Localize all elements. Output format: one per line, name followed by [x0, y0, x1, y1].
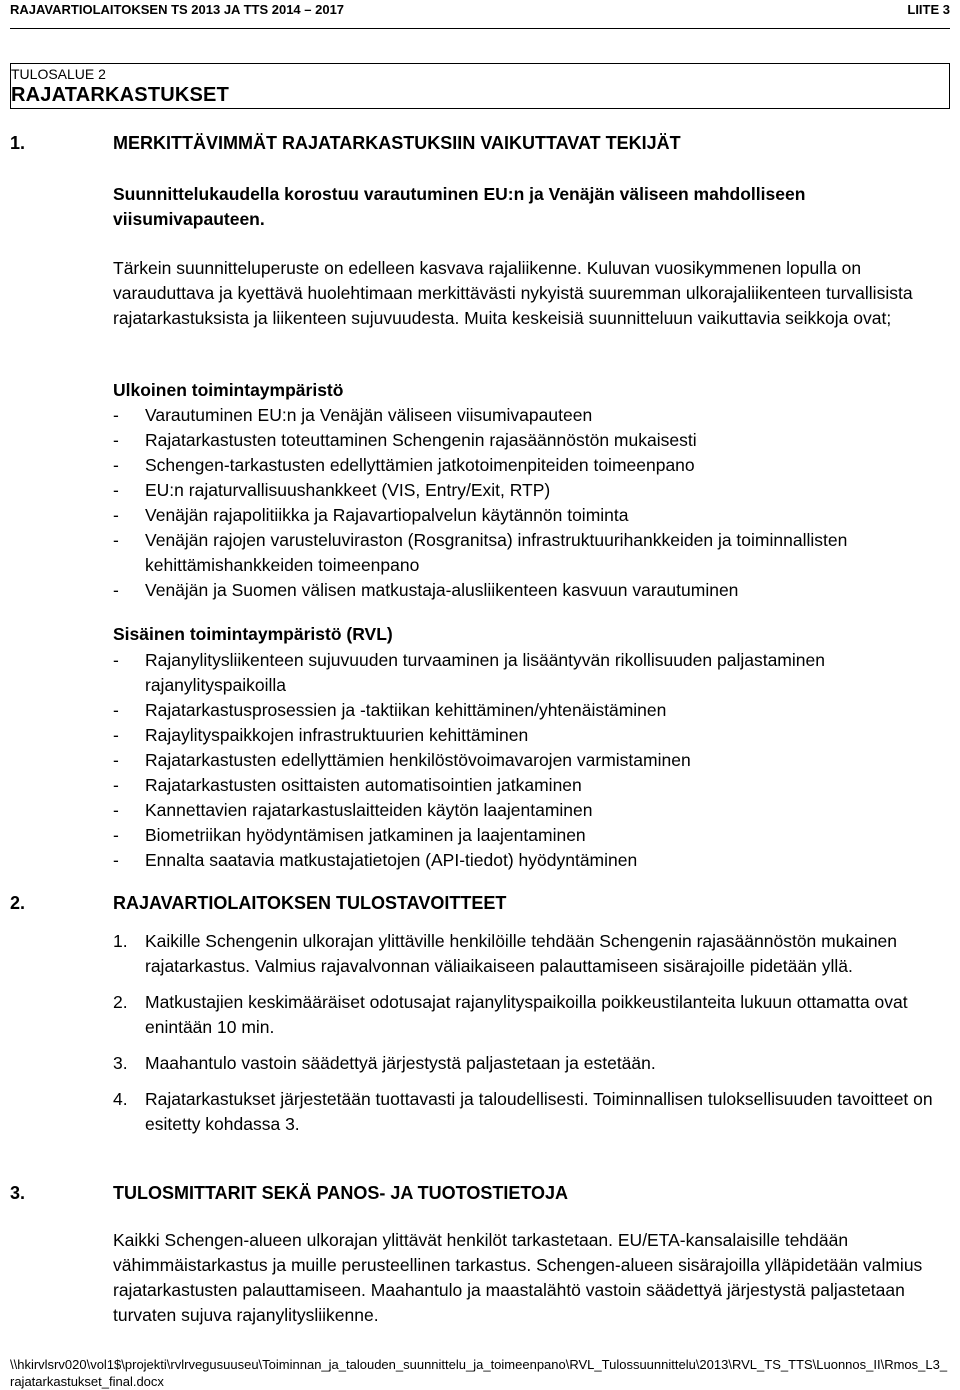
goal-item: 3. Maahantulo vastoin säädettyä järjestystä paljastetaan ja estetään.: [113, 1053, 656, 1073]
list-item: - Rajatarkastusprosessien ja -taktiikan kehittäminen/yhtenäistäminen: [113, 700, 667, 720]
section-1-title: MERKITTÄVIMMÄT RAJATARKASTUKSIIN VAIKUTTAVAT TEKIJÄT: [113, 133, 681, 153]
area-title: RAJATARKASTUKSET: [11, 84, 230, 106]
document-title: RAJAVARTIOLAITOKSEN TS 2013 JA TTS 2014 – 2017: [10, 2, 345, 17]
list-item: - Rajatarkastusten toteuttaminen Schengenin rajasäännöstön mukaisesti: [113, 430, 697, 450]
area-title-box: [10, 63, 950, 109]
list-item: - Venäjän rajojen varusteluviraston (Rosgranitsa) infrastruktuurihankkeiden ja toiminnallisten kehittämishankkeiden toimeenpano: [113, 530, 848, 575]
list-item: - Ennalta saatavia matkustajatietojen (API-tiedot) hyödyntäminen: [113, 850, 638, 870]
section-2-title: RAJAVARTIOLAITOKSEN TULOSTAVOITTEET: [113, 893, 507, 913]
list-item: - Kannettavien rajatarkastuslaitteiden käytön laajentaminen: [113, 800, 593, 820]
list-item: - Rajatarkastusten osittaisten automatisointien jatkaminen: [113, 775, 582, 795]
section-3-title: TULOSMITTARIT SEKÄ PANOS- JA TUOTOSTIETOJA: [113, 1183, 569, 1203]
list-item: - Rajatarkastusten edellyttämien henkilöstövoimavarojen varmistaminen: [113, 750, 691, 770]
appendix-label: LIITE 3: [907, 2, 950, 17]
goals-list: [113, 929, 943, 1148]
external-environment-list: [113, 403, 943, 603]
list-item: - Venäjän ja Suomen välisen matkustaja-alusliikenteen kasvuun varautuminen: [113, 580, 739, 600]
internal-environment-list: [113, 648, 943, 873]
area-label: TULOSALUE 2: [11, 66, 106, 82]
list-item: - EU:n rajaturvallisuushankkeet (VIS, Entry/Exit, RTP): [113, 480, 551, 500]
section-1-paragraph: Tärkein suunnitteluperuste on edelleen kasvava rajaliikenne. Kuluvan vuosikymmenen lopulla on varauduttava ja kyettävä huolehtimaan merkittävästi nykyistä suuremman ulkorajaliikenteen turvallisista rajatarkastuksista ja liikenteen sujuvuudesta. Muita keskeisiä suunnitteluun vaikuttavia seikkoja ovat;: [113, 258, 913, 328]
list-item: - Schengen-tarkastusten edellyttämien jatkotoimenpiteiden toimeenpano: [113, 455, 695, 475]
section-3-paragraph: Kaikki Schengen-alueen ulkorajan ylittävät henkilöt tarkastetaan. EU/ETA-kansalaisille tehdään vähimmäistarkastus ja muille perusteellinen tarkastus. Schengen-alueen sisärajoilla ylläpidetään valmius rajatarkastusten palauttamiseen. Maahantulo ja maastalähtö vastoin säädettyä järjestystä paljastetaan turvaten sujuva rajanylitysliikenne.: [113, 1230, 923, 1325]
list-item: - Rajanylitysliikenteen sujuvuuden turvaaminen ja lisääntyvän rikollisuuden paljastaminen rajanylityspaikoilla: [113, 650, 825, 695]
list-item: - Rajaylityspaikkojen infrastruktuurien kehittäminen: [113, 725, 529, 745]
goal-item: 4. Rajatarkastukset järjestetään tuottavasti ja taloudellisesti. Toiminnallisen tuloksellisuuden tavoitteet on esitetty kohdassa 3.: [113, 1089, 933, 1134]
list-item: - Venäjän rajapolitiikka ja Rajavartiopalvelun käytännön toiminta: [113, 505, 629, 525]
section-1-lead: Suunnittelukaudella korostuu varautuminen EU:n ja Venäjän väliseen mahdolliseen viisumivapauteen.: [113, 184, 806, 229]
goal-item: 1. Kaikille Schengenin ulkorajan ylittäville henkilöille tehdään Schengenin rajasäännöstön mukainen rajatarkastus. Valmius rajavalvonnan väliaikaiseen palauttamiseen sisärajoille pidetään yllä.: [113, 931, 898, 976]
section-3-number: 3.: [10, 1183, 26, 1203]
section-1-number: 1.: [10, 133, 26, 153]
list-item: - Biometriikan hyödyntämisen jatkaminen ja laajentaminen: [113, 825, 586, 845]
footer-file-path: \\hkirvlsrv020\vol1$\projekti\rvlrvegusuuseu\Toiminnan_ja_talouden_suunnittelu_ja_toimeenpano\RVL_Tulossuunnittelu\2013\RVL_TS_TTS\Luonnos_II\Rmos_L3_rajatarkastukset_final.docx: [10, 1357, 948, 1389]
page-header: [10, 0, 950, 29]
list-item: - Varautuminen EU:n ja Venäjän väliseen viisumivapauteen: [113, 405, 593, 425]
internal-environment-heading: Sisäinen toimintaympäristö (RVL): [113, 624, 393, 644]
external-environment-heading: Ulkoinen toimintaympäristö: [113, 380, 344, 400]
section-2-number: 2.: [10, 893, 26, 913]
goal-item: 2. Matkustajien keskimääräiset odotusajat rajanylityspaikoilla poikkeustilanteita lukuun ottamatta ovat enintään 10 min.: [113, 992, 908, 1037]
